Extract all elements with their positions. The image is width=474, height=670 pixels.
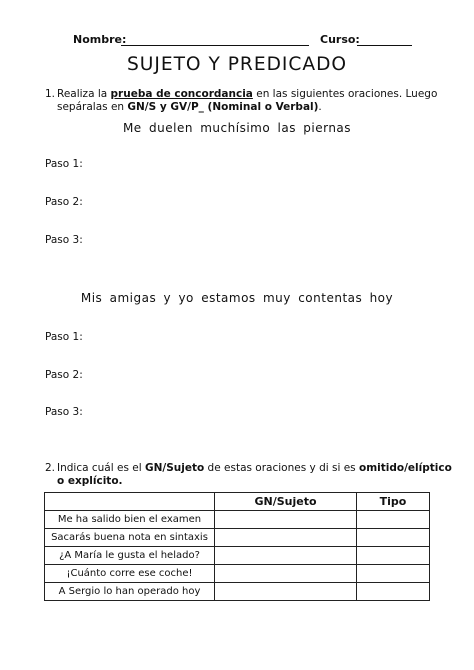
table-cell-gn-sujeto[interactable] (215, 547, 357, 565)
table-header-gn-sujeto: GN/Sujeto (215, 493, 357, 511)
curso-field-line[interactable] (357, 45, 412, 46)
table-cell-sentence: ¿A María le gusta el helado? (45, 547, 215, 565)
question-1-text (57, 88, 447, 114)
table-row (45, 565, 430, 583)
nombre-field-line[interactable] (121, 45, 309, 46)
table-row (45, 511, 430, 529)
table-cell-gn-sujeto[interactable] (215, 583, 357, 601)
question-2-text (57, 462, 452, 488)
question-1-number: 1. (45, 88, 56, 100)
question-2-number: 2. (45, 462, 56, 474)
table-header-row (45, 493, 430, 511)
table-header-tipo: Tipo (357, 493, 430, 511)
paso-2-label-b: Paso 2: (45, 369, 83, 381)
q2-text-a: Indica cuál es el (57, 462, 145, 474)
table-cell-sentence: ¡Cuánto corre ese coche! (45, 565, 215, 583)
table-cell-sentence: A Sergio lo han operado hoy (45, 583, 215, 601)
q2-bold-b: omitido/elíptico o explícito. (57, 462, 452, 487)
q1-text-a: Realiza la (57, 88, 111, 100)
table-cell-sentence: Me ha salido bien el examen (45, 511, 215, 529)
paso-1-label-b: Paso 1: (45, 331, 83, 343)
table-cell-tipo[interactable] (357, 511, 430, 529)
table-cell-tipo[interactable] (357, 583, 430, 601)
table-row (45, 547, 430, 565)
table-cell-tipo[interactable] (357, 547, 430, 565)
paso-2-label-a: Paso 2: (45, 196, 83, 208)
q2-text-b: de estas oraciones y di si es (204, 462, 359, 474)
table-row (45, 583, 430, 601)
q1-text-c: . (318, 101, 322, 113)
table-cell-gn-sujeto[interactable] (215, 529, 357, 547)
sentence-2: Mis amigas y yo estamos muy contentas hoy (80, 291, 394, 305)
table-cell-sentence: Sacarás buena nota en sintaxis (45, 529, 215, 547)
page-title: SUJETO Y PREDICADO (126, 53, 348, 75)
table-row (45, 529, 430, 547)
table-cell-gn-sujeto[interactable] (215, 565, 357, 583)
q1-highlight: prueba de concordancia (110, 88, 253, 100)
table-cell-tipo[interactable] (357, 565, 430, 583)
q1-bold: GN/S y GV/P_ (Nominal o Verbal) (127, 101, 319, 113)
paso-3-label-a: Paso 3: (45, 234, 83, 246)
table-cell-tipo[interactable] (357, 529, 430, 547)
q2-bold-a: GN/Sujeto (144, 462, 205, 474)
gn-sujeto-table (44, 492, 430, 601)
sentence-1: Me duelen muchísimo las piernas (122, 121, 352, 135)
q1-text-b: en las siguientes oraciones. Luego sepáralas en (57, 88, 438, 113)
nombre-label: Nombre: (73, 33, 127, 46)
table-cell-gn-sujeto[interactable] (215, 511, 357, 529)
curso-label: Curso: (320, 33, 360, 46)
paso-3-label-b: Paso 3: (45, 406, 83, 418)
paso-1-label-a: Paso 1: (45, 158, 83, 170)
table-header-blank (45, 493, 215, 511)
